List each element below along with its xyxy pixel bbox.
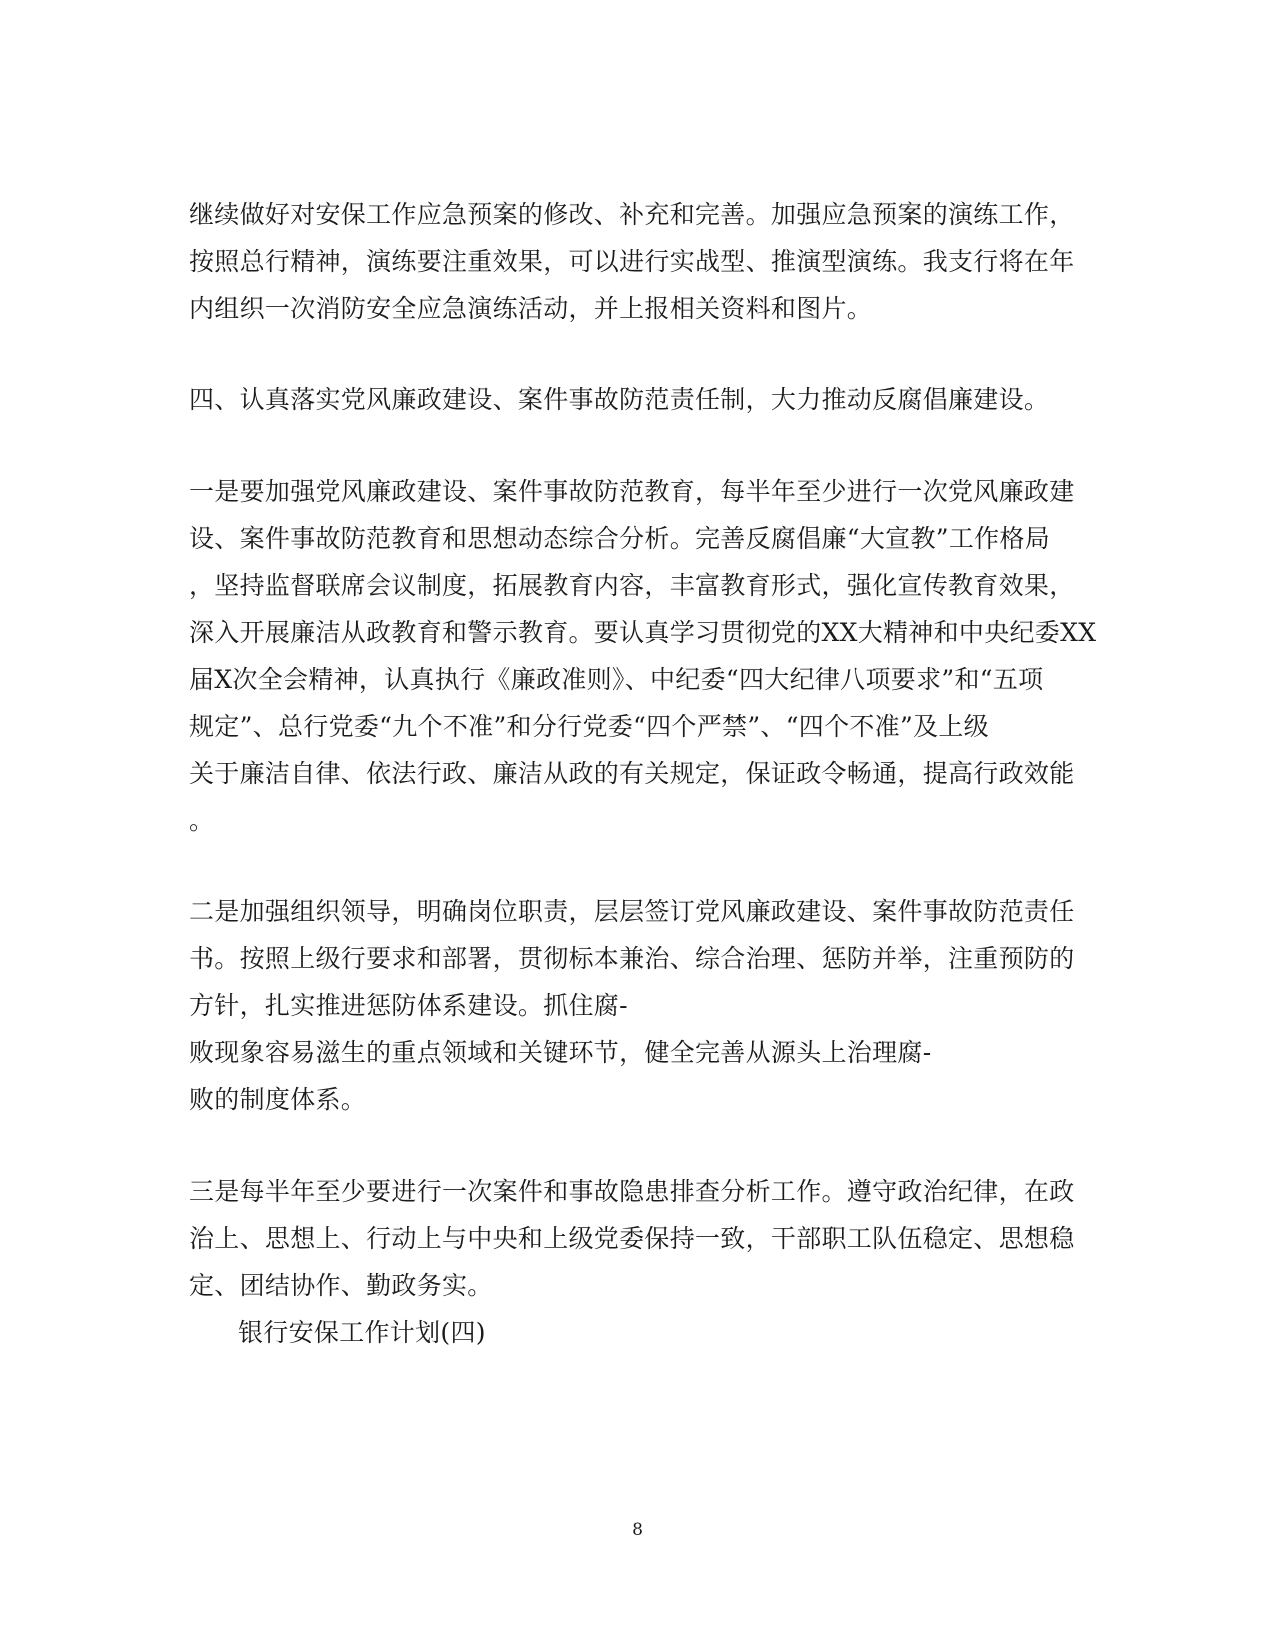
text-line: 一是要加强党风廉政建设、案件事故防范教育，每半年至少进行一次党风廉政建 <box>189 477 1075 506</box>
text-line: 深入开展廉洁从政教育和警示教育。要认真学习贯彻党的XX大精神和中央纪委XX <box>189 618 1097 647</box>
text-line: 关于廉洁自律、依法行政、廉洁从政的有关规定，保证政令畅通，提高行政效能 <box>189 759 1075 788</box>
text-line: 定、团结协作、勤政务实。 <box>189 1271 493 1300</box>
text-line: 。 <box>189 806 215 835</box>
section-title: 银行安保工作计划(四) <box>238 1318 486 1347</box>
text-line: 三是每半年至少要进行一次案件和事故隐患排查分析工作。遵守政治纪律，在政 <box>189 1177 1075 1206</box>
section-heading: 四、认真落实党风廉政建设、案件事故防范责任制，大力推动反腐倡廉建设。 <box>189 385 1050 414</box>
text-line: 继续做好对安保工作应急预案的修改、补充和完善。加强应急预案的演练工作， <box>189 200 1075 229</box>
text-line: 内组织一次消防安全应急演练活动，并上报相关资料和图片。 <box>189 294 873 323</box>
text-line: 按照总行精神，演练要注重效果，可以进行实战型、推演型演练。我支行将在年 <box>189 247 1075 276</box>
text-line: 败现象容易滋生的重点领域和关键环节，健全完善从源头上治理腐- <box>189 1038 932 1067</box>
text-line: 届X次全会精神，认真执行《廉政准则》、中纪委“四大纪律八项要求”和“五项 <box>189 665 1044 694</box>
text-line: 败的制度体系。 <box>189 1085 367 1114</box>
text-line: 方针，扎实推进惩防体系建设。抓住腐- <box>189 991 628 1020</box>
text-line: 二是加强组织领导，明确岗位职责，层层签订党风廉政建设、案件事故防范责任 <box>189 897 1075 926</box>
page-number: 8 <box>632 1520 643 1540</box>
text-line: ，坚持监督联席会议制度，拓展教育内容，丰富教育形式，强化宣传教育效果， <box>189 571 1075 600</box>
text-line: 规定”、总行党委“九个不准”和分行党委“四个严禁”、“四个不准”及上级 <box>189 712 989 741</box>
text-line: 书。按照上级行要求和部署，贯彻标本兼治、综合治理、惩防并举，注重预防的 <box>189 944 1075 973</box>
text-line: 设、案件事故防范教育和思想动态综合分析。完善反腐倡廉“大宣教”工作格局 <box>189 524 1051 553</box>
text-line: 治上、思想上、行动上与中央和上级党委保持一致，干部职工队伍稳定、思想稳 <box>189 1224 1075 1253</box>
